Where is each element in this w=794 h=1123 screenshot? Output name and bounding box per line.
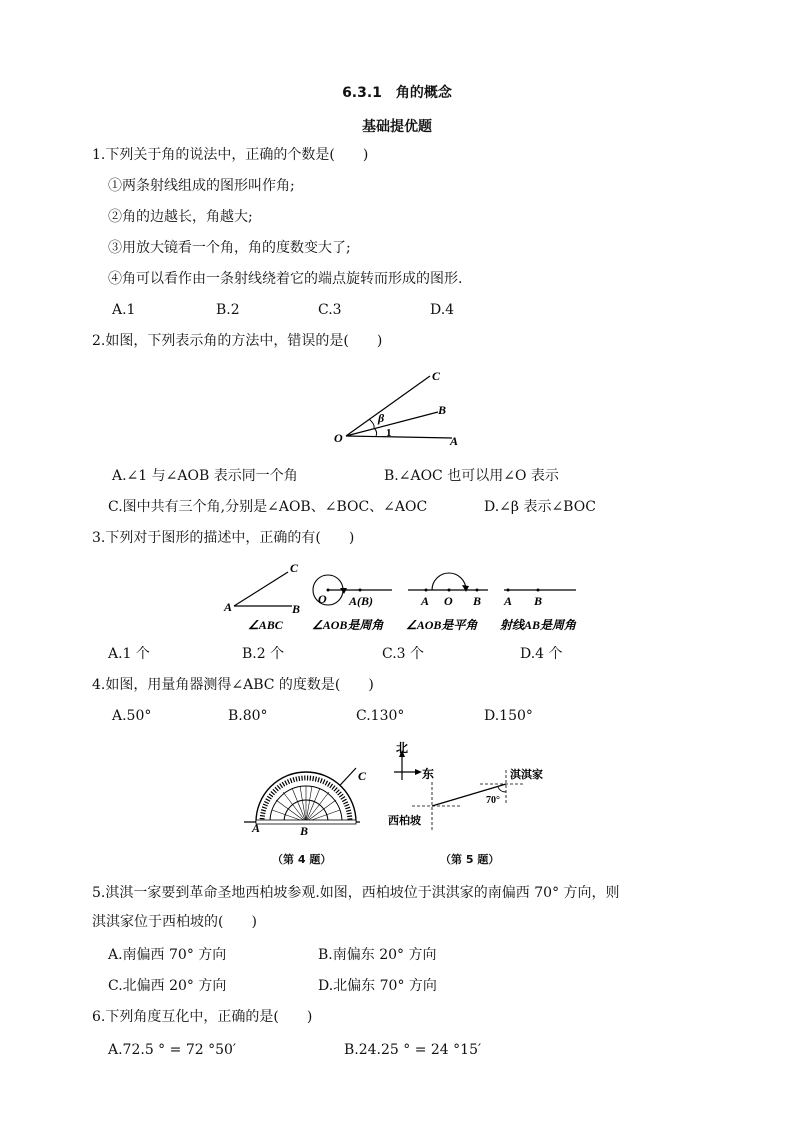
angle-70-label: 70°	[486, 795, 500, 806]
q5-direction-figure	[384, 740, 543, 840]
q3-fig1-label-c: C	[290, 561, 299, 575]
q1-stem: 1.下列关于角的说法中，正确的个数是( )	[92, 147, 369, 163]
ray-ob	[346, 412, 438, 436]
q3-option-d: D.4 个	[520, 646, 563, 662]
q1-item-4: ④角可以看作由一条射线绕着它的端点旋转而形成的图形.	[108, 271, 463, 287]
q1-item-3: ③用放大镜看一个角，角的度数变大了;	[108, 240, 351, 256]
q1-item-2: ②角的边越长，角越大;	[108, 209, 253, 225]
north-label: 北	[396, 741, 409, 755]
q3-fig4-caption: 射线AB是周角	[500, 618, 577, 632]
q3-fig3-label-b: B	[473, 594, 482, 608]
q5-option-d: D.北偏东 70° 方向	[318, 978, 437, 994]
q3-fig2-label-ab: A(B)	[349, 594, 373, 608]
page-title: 6.3.1 角的概念	[342, 85, 452, 101]
q6-stem: 6.下列角度互化中，正确的是( )	[92, 1009, 313, 1025]
label-b: B	[438, 403, 447, 417]
q2-stem: 2.如图，下列表示角的方法中，错误的是( )	[92, 333, 383, 349]
q1-option-c: C.3	[318, 302, 342, 318]
q3-fig2	[312, 575, 392, 632]
q4-caption: （第 4 题）	[272, 853, 332, 866]
q2-option-c: C.图中共有三个角,分别是∠AOB、∠BOC、∠AOC	[108, 499, 428, 515]
q5-option-b: B.南偏东 20° 方向	[318, 947, 437, 963]
q3-fig4-label-b: B	[534, 594, 543, 608]
section-subtitle: 基础提优题	[362, 119, 432, 135]
q1-option-b: B.2	[216, 302, 240, 318]
q3-fig4-label-a: A	[504, 594, 513, 608]
q5-option-c: C.北偏西 20° 方向	[108, 978, 227, 994]
label-beta: β	[378, 411, 385, 425]
q1-option-a: A.1	[112, 302, 136, 318]
q1-item-1: ①两条射线组成的图形叫作角;	[108, 178, 295, 194]
q3-fig2-caption: ∠AOB是周角	[312, 618, 384, 632]
label-o: O	[334, 431, 343, 445]
q3-fig1-caption: ∠ABC	[248, 618, 283, 632]
east-label: 东	[422, 767, 435, 781]
q2-option-a: A.∠1 与∠AOB 表示同一个角	[112, 468, 298, 484]
q4-option-b: B.80°	[228, 708, 268, 724]
q3-stem: 3.下列对于图形的描述中，正确的有( )	[92, 530, 355, 546]
q6-option-a: A.72.5 ° = 72 °50′	[108, 1042, 237, 1058]
q2-option-b: B.∠AOC 也可以用∠O 表示	[384, 468, 559, 484]
q4-option-a: A.50°	[112, 708, 152, 724]
q4-protractor-figure	[240, 758, 370, 836]
q5-option-a: A.南偏西 70° 方向	[108, 947, 227, 963]
q3-fig3-label-o: O	[444, 594, 453, 608]
q4-option-d: D.150°	[484, 708, 533, 724]
q4-stem: 4.如图，用量角器测得∠ABC 的度数是( )	[92, 677, 374, 693]
q3-fig4	[500, 589, 577, 633]
q3-option-a: A.1 个	[108, 646, 150, 662]
angle-arc-beta	[369, 419, 374, 428]
q1-option-d: D.4	[430, 302, 455, 318]
q5-stem-line1: 5.淇淇一家要到革命圣地西柏坡参观.如图，西柏坡位于淇淇家的南偏西 70° 方向，则	[92, 885, 620, 901]
label-a: A	[450, 434, 459, 448]
q4-option-c: C.130°	[356, 708, 405, 724]
east-arrow-head	[415, 769, 422, 775]
angle-70-arc	[498, 787, 506, 792]
label-c: C	[432, 369, 441, 383]
q3-fig1	[223, 561, 300, 632]
q4-label-c: C	[358, 769, 367, 783]
q3-option-b: B.2 个	[242, 646, 285, 662]
q2-option-d: D.∠β 表示∠BOC	[484, 499, 596, 515]
q3-fig1-label-b: B	[292, 602, 301, 616]
q4-label-a: A	[252, 821, 261, 835]
xibaipo-label: 西柏坡	[388, 815, 421, 827]
q3-fig3-label-a: A	[421, 594, 430, 608]
q5-caption: （第 5 题）	[440, 853, 500, 866]
q3-figures	[220, 558, 590, 634]
q3-fig2-label-o: O	[318, 592, 327, 606]
q5-stem-line2: 淇淇家位于西柏坡的( )	[92, 914, 257, 930]
q3-option-c: C.3 个	[382, 646, 425, 662]
q6-option-b: B.24.25 ° = 24 °15′	[344, 1042, 482, 1058]
qiqi-home-label: 淇淇家	[510, 769, 543, 781]
q4-label-b: B	[300, 824, 309, 838]
q2-angle-figure	[330, 362, 470, 452]
q3-fig3	[406, 573, 488, 632]
ray-oa	[346, 436, 452, 438]
label-1: 1	[386, 427, 392, 439]
q3-fig3-caption: ∠AOB是平角	[406, 618, 478, 632]
q3-fig1-label-a: A	[224, 600, 233, 614]
